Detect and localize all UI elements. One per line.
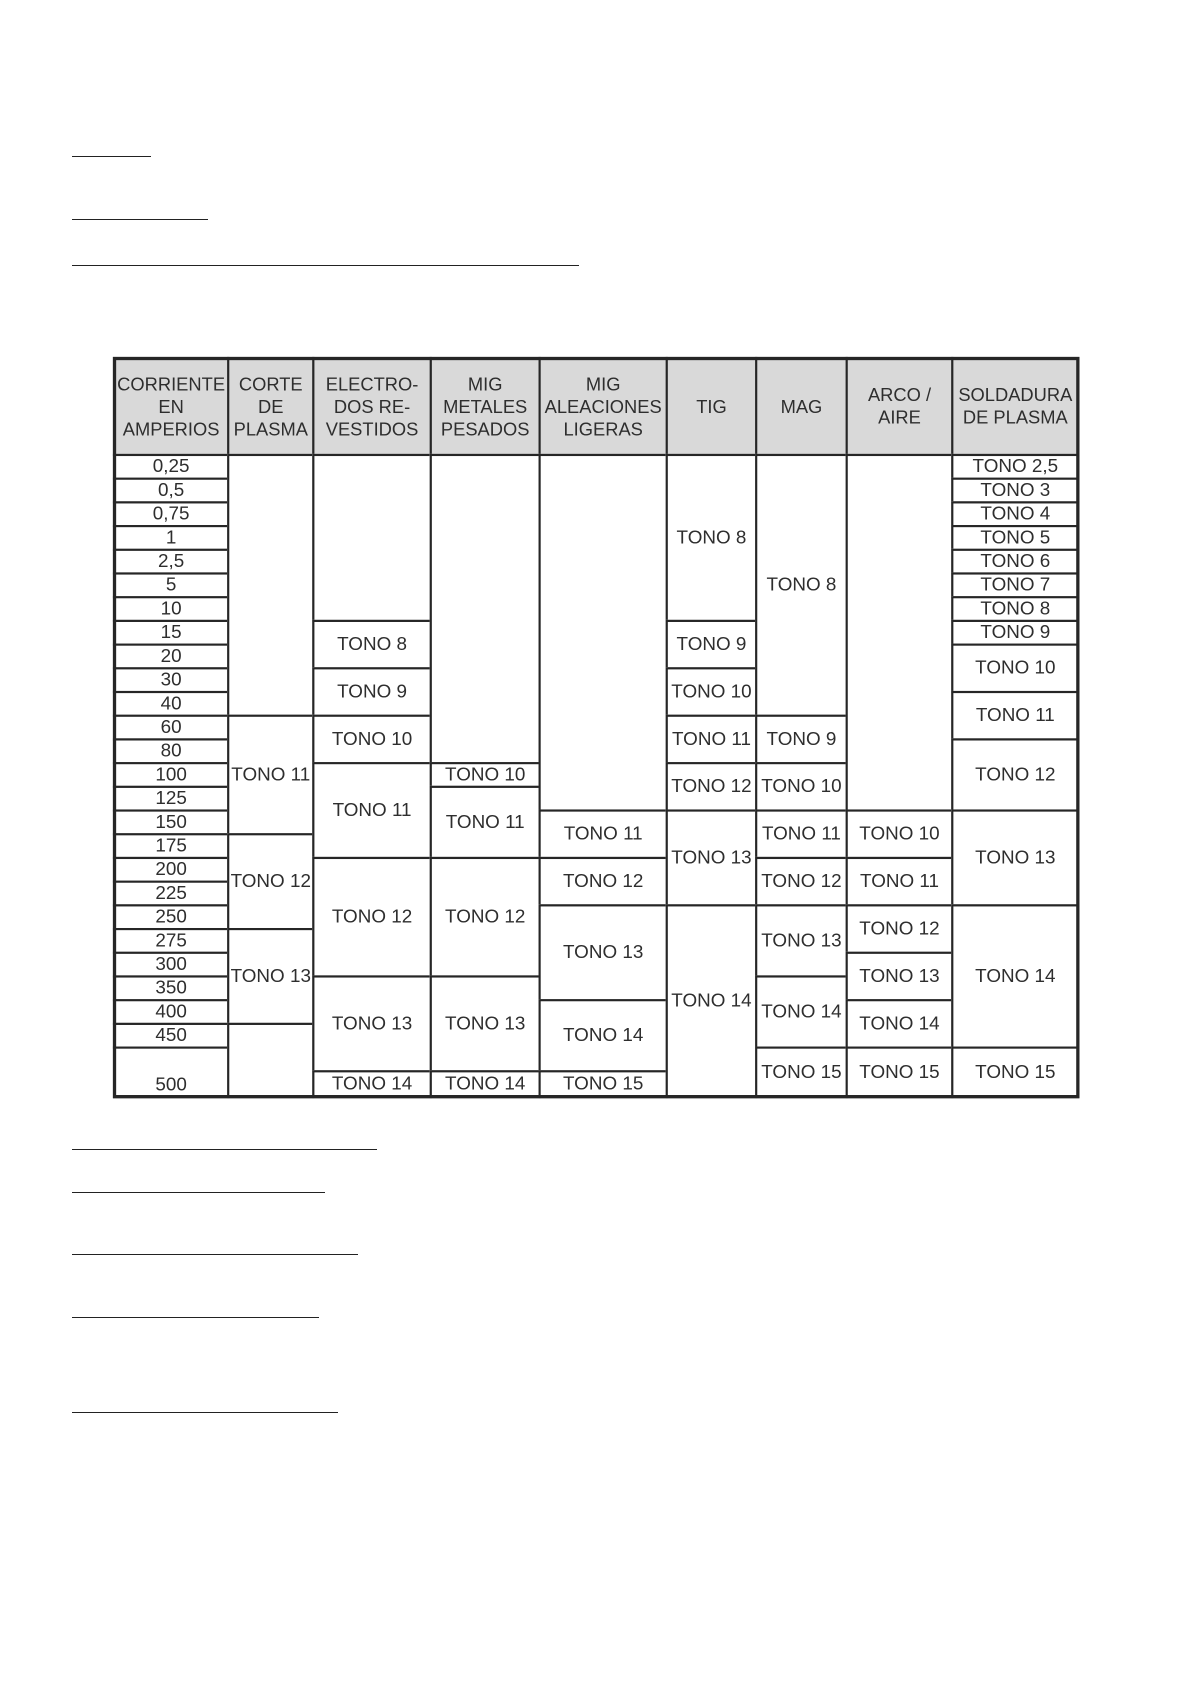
- shade-cell: TONO 13: [227, 928, 314, 1025]
- underline-rule: [72, 1254, 358, 1255]
- amperage-cell: 100: [113, 762, 229, 788]
- shade-cell: TONO 14: [430, 1070, 541, 1098]
- empty-cell: [539, 454, 668, 812]
- amperage-cell: 175: [113, 833, 229, 859]
- amperage-cell: 225: [113, 881, 229, 907]
- shade-cell: TONO 12: [666, 762, 758, 812]
- shade-cell: TONO 9: [312, 667, 432, 717]
- header-corriente-amperios: CORRIENTE EN AMPERIOS: [113, 357, 229, 456]
- shade-cell: TONO 6: [951, 549, 1079, 575]
- shade-cell: TONO 12: [430, 857, 541, 978]
- empty-cell: [430, 454, 541, 764]
- amperage-cell: 250: [113, 904, 229, 930]
- shade-cell: TONO 4: [951, 501, 1079, 527]
- underline-rule: [72, 1149, 377, 1150]
- amperage-cell: 350: [113, 975, 229, 1001]
- underline-rule: [72, 1192, 325, 1193]
- shade-cell: TONO 13: [951, 809, 1079, 906]
- header-mig-aleaciones-ligeras: MIG ALEACIONES LIGERAS: [539, 357, 668, 456]
- shade-cell: TONO 10: [312, 715, 432, 765]
- amperage-cell: 0,5: [113, 478, 229, 504]
- shade-cell: TONO 15: [951, 1047, 1079, 1099]
- shade-cell: TONO 10: [755, 762, 848, 812]
- shade-cell: TONO 7: [951, 572, 1079, 598]
- shade-cell: TONO 13: [666, 809, 758, 906]
- amperage-cell: 10: [113, 596, 229, 622]
- shade-cell: TONO 9: [951, 620, 1079, 646]
- shade-cell: TONO 8: [312, 620, 432, 670]
- shade-cell: TONO 10: [666, 667, 758, 717]
- shade-cell: TONO 14: [666, 904, 758, 1098]
- shade-cell: TONO 15: [846, 1047, 954, 1099]
- amperage-cell: 500: [113, 1047, 229, 1099]
- underline-rule: [72, 219, 208, 220]
- shade-cell: TONO 14: [539, 999, 668, 1072]
- empty-cell: [312, 454, 432, 622]
- header-electrodos-revestidos: ELECTRO- DOS RE- VESTIDOS: [312, 357, 432, 456]
- shade-cell: TONO 14: [312, 1070, 432, 1098]
- shade-cell: TONO 8: [951, 596, 1079, 622]
- shade-cell: TONO 14: [755, 975, 848, 1048]
- shade-cell: TONO 8: [755, 454, 848, 717]
- amperage-cell: 5: [113, 572, 229, 598]
- shade-cell: TONO 14: [951, 904, 1079, 1048]
- amperage-cell: 200: [113, 857, 229, 883]
- shade-cell: TONO 10: [846, 809, 954, 859]
- shade-cell: TONO 11: [755, 809, 848, 859]
- amperage-cell: 400: [113, 999, 229, 1025]
- amperage-cell: 20: [113, 644, 229, 670]
- shade-cell: TONO 11: [951, 691, 1079, 741]
- shade-cell: TONO 12: [539, 857, 668, 907]
- underline-rule: [72, 265, 579, 266]
- amperage-cell: 0,75: [113, 501, 229, 527]
- shade-cell: TONO 2,5: [951, 454, 1079, 480]
- header-mag: MAG: [755, 357, 848, 456]
- shade-cell: TONO 12: [755, 857, 848, 907]
- shade-cell: TONO 5: [951, 525, 1079, 551]
- shade-cell: TONO 11: [539, 809, 668, 859]
- shade-cell: TONO 8: [666, 454, 758, 622]
- amperage-cell: 30: [113, 667, 229, 693]
- amperage-cell: 80: [113, 738, 229, 764]
- shade-cell: TONO 13: [846, 952, 954, 1002]
- amperage-cell: 15: [113, 620, 229, 646]
- header-arco-aire: ARCO / AIRE: [846, 357, 954, 456]
- underline-rule: [72, 156, 151, 157]
- empty-cell: [846, 454, 954, 812]
- shade-cell: TONO 12: [951, 738, 1079, 811]
- shade-cell: TONO 11: [846, 857, 954, 907]
- welding-shade-table: [114, 358, 1078, 1097]
- shade-cell: TONO 10: [430, 762, 541, 788]
- shade-cell: TONO 3: [951, 478, 1079, 504]
- amperage-cell: 1: [113, 525, 229, 551]
- shade-cell: TONO 9: [755, 715, 848, 765]
- empty-cell: [227, 1023, 314, 1098]
- shade-cell: TONO 12: [227, 833, 314, 930]
- amperage-cell: 300: [113, 952, 229, 978]
- header-corte-plasma: CORTE DE PLASMA: [227, 357, 314, 456]
- empty-cell: [227, 454, 314, 717]
- amperage-cell: 450: [113, 1023, 229, 1049]
- shade-cell: TONO 15: [539, 1070, 668, 1098]
- header-tig: TIG: [666, 357, 758, 456]
- shade-cell: TONO 10: [951, 644, 1079, 694]
- amperage-cell: 0,25: [113, 454, 229, 480]
- underline-rule: [72, 1412, 338, 1413]
- amperage-cell: 150: [113, 809, 229, 835]
- header-mig-metales-pesados: MIG METALES PESADOS: [430, 357, 541, 456]
- shade-cell: TONO 11: [312, 762, 432, 859]
- shade-cell: TONO 13: [312, 975, 432, 1072]
- shade-cell: TONO 12: [846, 904, 954, 954]
- shade-cell: TONO 12: [312, 857, 432, 978]
- shade-cell: TONO 13: [755, 904, 848, 977]
- amperage-cell: 125: [113, 786, 229, 812]
- shade-cell: TONO 15: [755, 1047, 848, 1099]
- shade-cell: TONO 11: [227, 715, 314, 836]
- amperage-cell: 40: [113, 691, 229, 717]
- shade-cell: TONO 9: [666, 620, 758, 670]
- amperage-cell: 2,5: [113, 549, 229, 575]
- shade-cell: TONO 13: [430, 975, 541, 1072]
- amperage-cell: 275: [113, 928, 229, 954]
- shade-cell: TONO 11: [666, 715, 758, 765]
- shade-cell: TONO 11: [430, 786, 541, 859]
- underline-rule: [72, 1317, 319, 1318]
- shade-cell: TONO 14: [846, 999, 954, 1049]
- shade-cell: TONO 13: [539, 904, 668, 1001]
- amperage-cell: 60: [113, 715, 229, 741]
- header-soldadura-plasma: SOLDADURA DE PLASMA: [951, 357, 1079, 456]
